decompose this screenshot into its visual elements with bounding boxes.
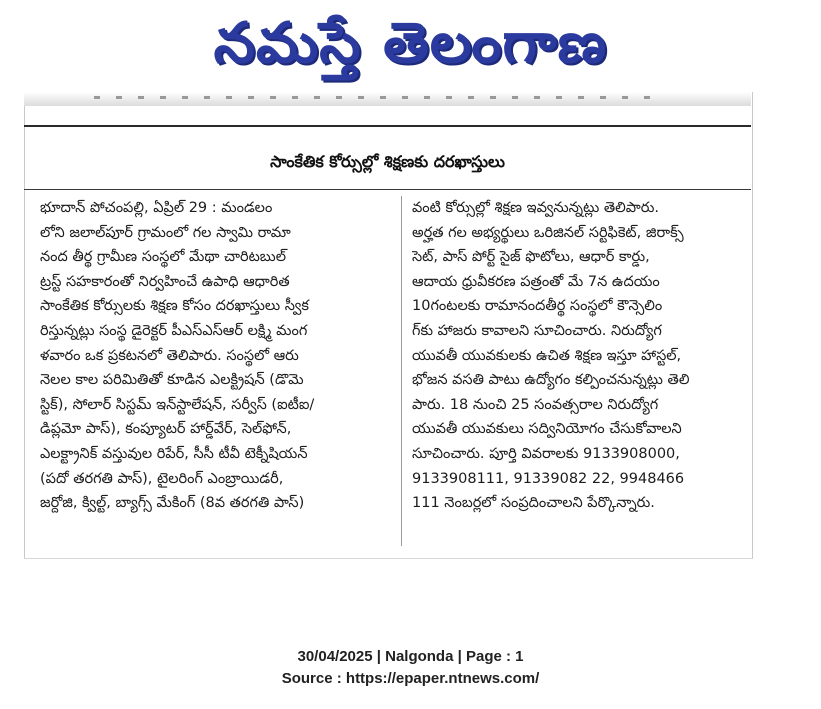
masthead-title: నమస్తే తెలంగాణ <box>213 11 608 76</box>
body-line: యువతీ యువకులకు ఉచిత శిక్షణ ఇస్తూ హాస్టల్, <box>412 347 682 364</box>
body-line: నంద తీర్థ గ్రామీణ సంస్థలో మేథా చారిటబుల్ <box>40 249 286 266</box>
body-line: 9133908111, 91339082 22, 9948466 <box>412 470 685 487</box>
masthead-logo <box>0 8 821 80</box>
body-line: డిప్లమో పాస్), కంప్యూటర్ హార్డ్‌వేర్, సెల్‌ఫోన్, <box>40 421 292 438</box>
body-line: (పదో తరగతి పాస్), టైలరింగ్ ఎంబ్రాయిడరీ, <box>40 470 284 487</box>
body-line: ళవారం ఒక ప్రకటనలో తెలిపారు. సంస్థలో ఆరు <box>40 347 299 364</box>
footer-source-link[interactable]: Source : https://epaper.ntnews.com/ <box>281 670 540 687</box>
body-line: నెలల కాల పరిమితితో కూడిన ఎలక్ట్రిషన్ (డొమె <box>40 372 304 389</box>
article-headline: సాంకేతిక కోర్సుల్లో శిక్షణకు దరఖాస్తులు <box>270 152 505 171</box>
body-line: 10గంటలకు రామానందతీర్థ సంస్థలో కౌన్సెలిం <box>412 298 663 315</box>
body-line: స్టిక్), సోలార్ సిస్టమ్ ఇన్‌స్టాలేషన్, సర్వీస్ (ఐటీఐ/ <box>40 396 315 413</box>
body-line: సూచించారు. పూర్తి వివరాలకు 9133908000, <box>412 445 680 462</box>
body-line: గ్‌కు హాజరు కావాలని సూచించారు. నిరుద్యోగ <box>412 322 662 339</box>
body-line: యువతీ యువకులు సద్వినియోగం చేసుకోవాలని <box>412 421 682 438</box>
column-divider <box>401 196 402 546</box>
body-line: జర్దోజి, క్విల్ట్, బ్యాగ్స్ మేకింగ్ (8వ తరగతి పాస్) <box>40 495 305 512</box>
clip-top-strip <box>24 92 751 106</box>
body-line: భూదాన్ పోచంపల్లి, ఏప్రిల్ 29 : మండలం <box>40 200 273 216</box>
body-line: సెట్, పాస్ పోర్ట్ సైజ్ ఫొటోలు, ఆధార్ కార్డు, <box>412 249 650 266</box>
body-line: ట్రస్ట్ సహకారంతో నిర్వహించే ఉపాధి ఆధారిత <box>40 273 290 290</box>
body-line: 111 నెంబర్లలో సంప్రదించాలని పేర్కొన్నారు. <box>412 495 655 512</box>
body-line: రిస్తున్నట్లు సంస్థ డైరెక్టర్ పీఎస్ఎస్ఆర్ లక్ష్మి మంగ <box>40 322 308 339</box>
body-line: అర్హత గల అభ్యర్థులు ఒరిజినల్ సర్టిఫికెట్, జిరాక్స్ <box>412 224 684 241</box>
body-line: సాంకేతిక కోర్సులకు శిక్షణ కోసం దరఖాస్తులు స్వీక <box>40 298 309 315</box>
article-column-right <box>412 196 749 516</box>
body-line: ఆదాయ ధ్రువీకరణ పత్రంతో మే 7న ఉదయం <box>412 273 660 290</box>
headline-top-rule <box>24 125 751 127</box>
body-line: భోజన వసతి పాటు ఉద్యోగం కల్పించనున్నట్లు తెలి <box>412 372 690 389</box>
body-line: లోని జలాల్‌పూర్ గ్రామంలో గల స్వామి రామా <box>40 224 291 241</box>
body-line: పారు. 18 నుంచి 25 సంవత్సరాల నిరుద్యోగ <box>412 396 659 413</box>
headline-bottom-rule <box>24 189 751 190</box>
footer-date-edition: 30/04/2025 | Nalgonda | Page : 1 <box>297 648 524 665</box>
body-line: వంటి కోర్సుల్లో శిక్షణ ఇవ్వనున్నట్లు తెలిపారు. <box>412 200 659 216</box>
article-column-left <box>40 196 392 516</box>
body-line: ఎలక్ట్రానిక్ వస్తువుల రిపేర్, సీసీ టీవీ టెక్నీషియన్ <box>40 445 308 462</box>
